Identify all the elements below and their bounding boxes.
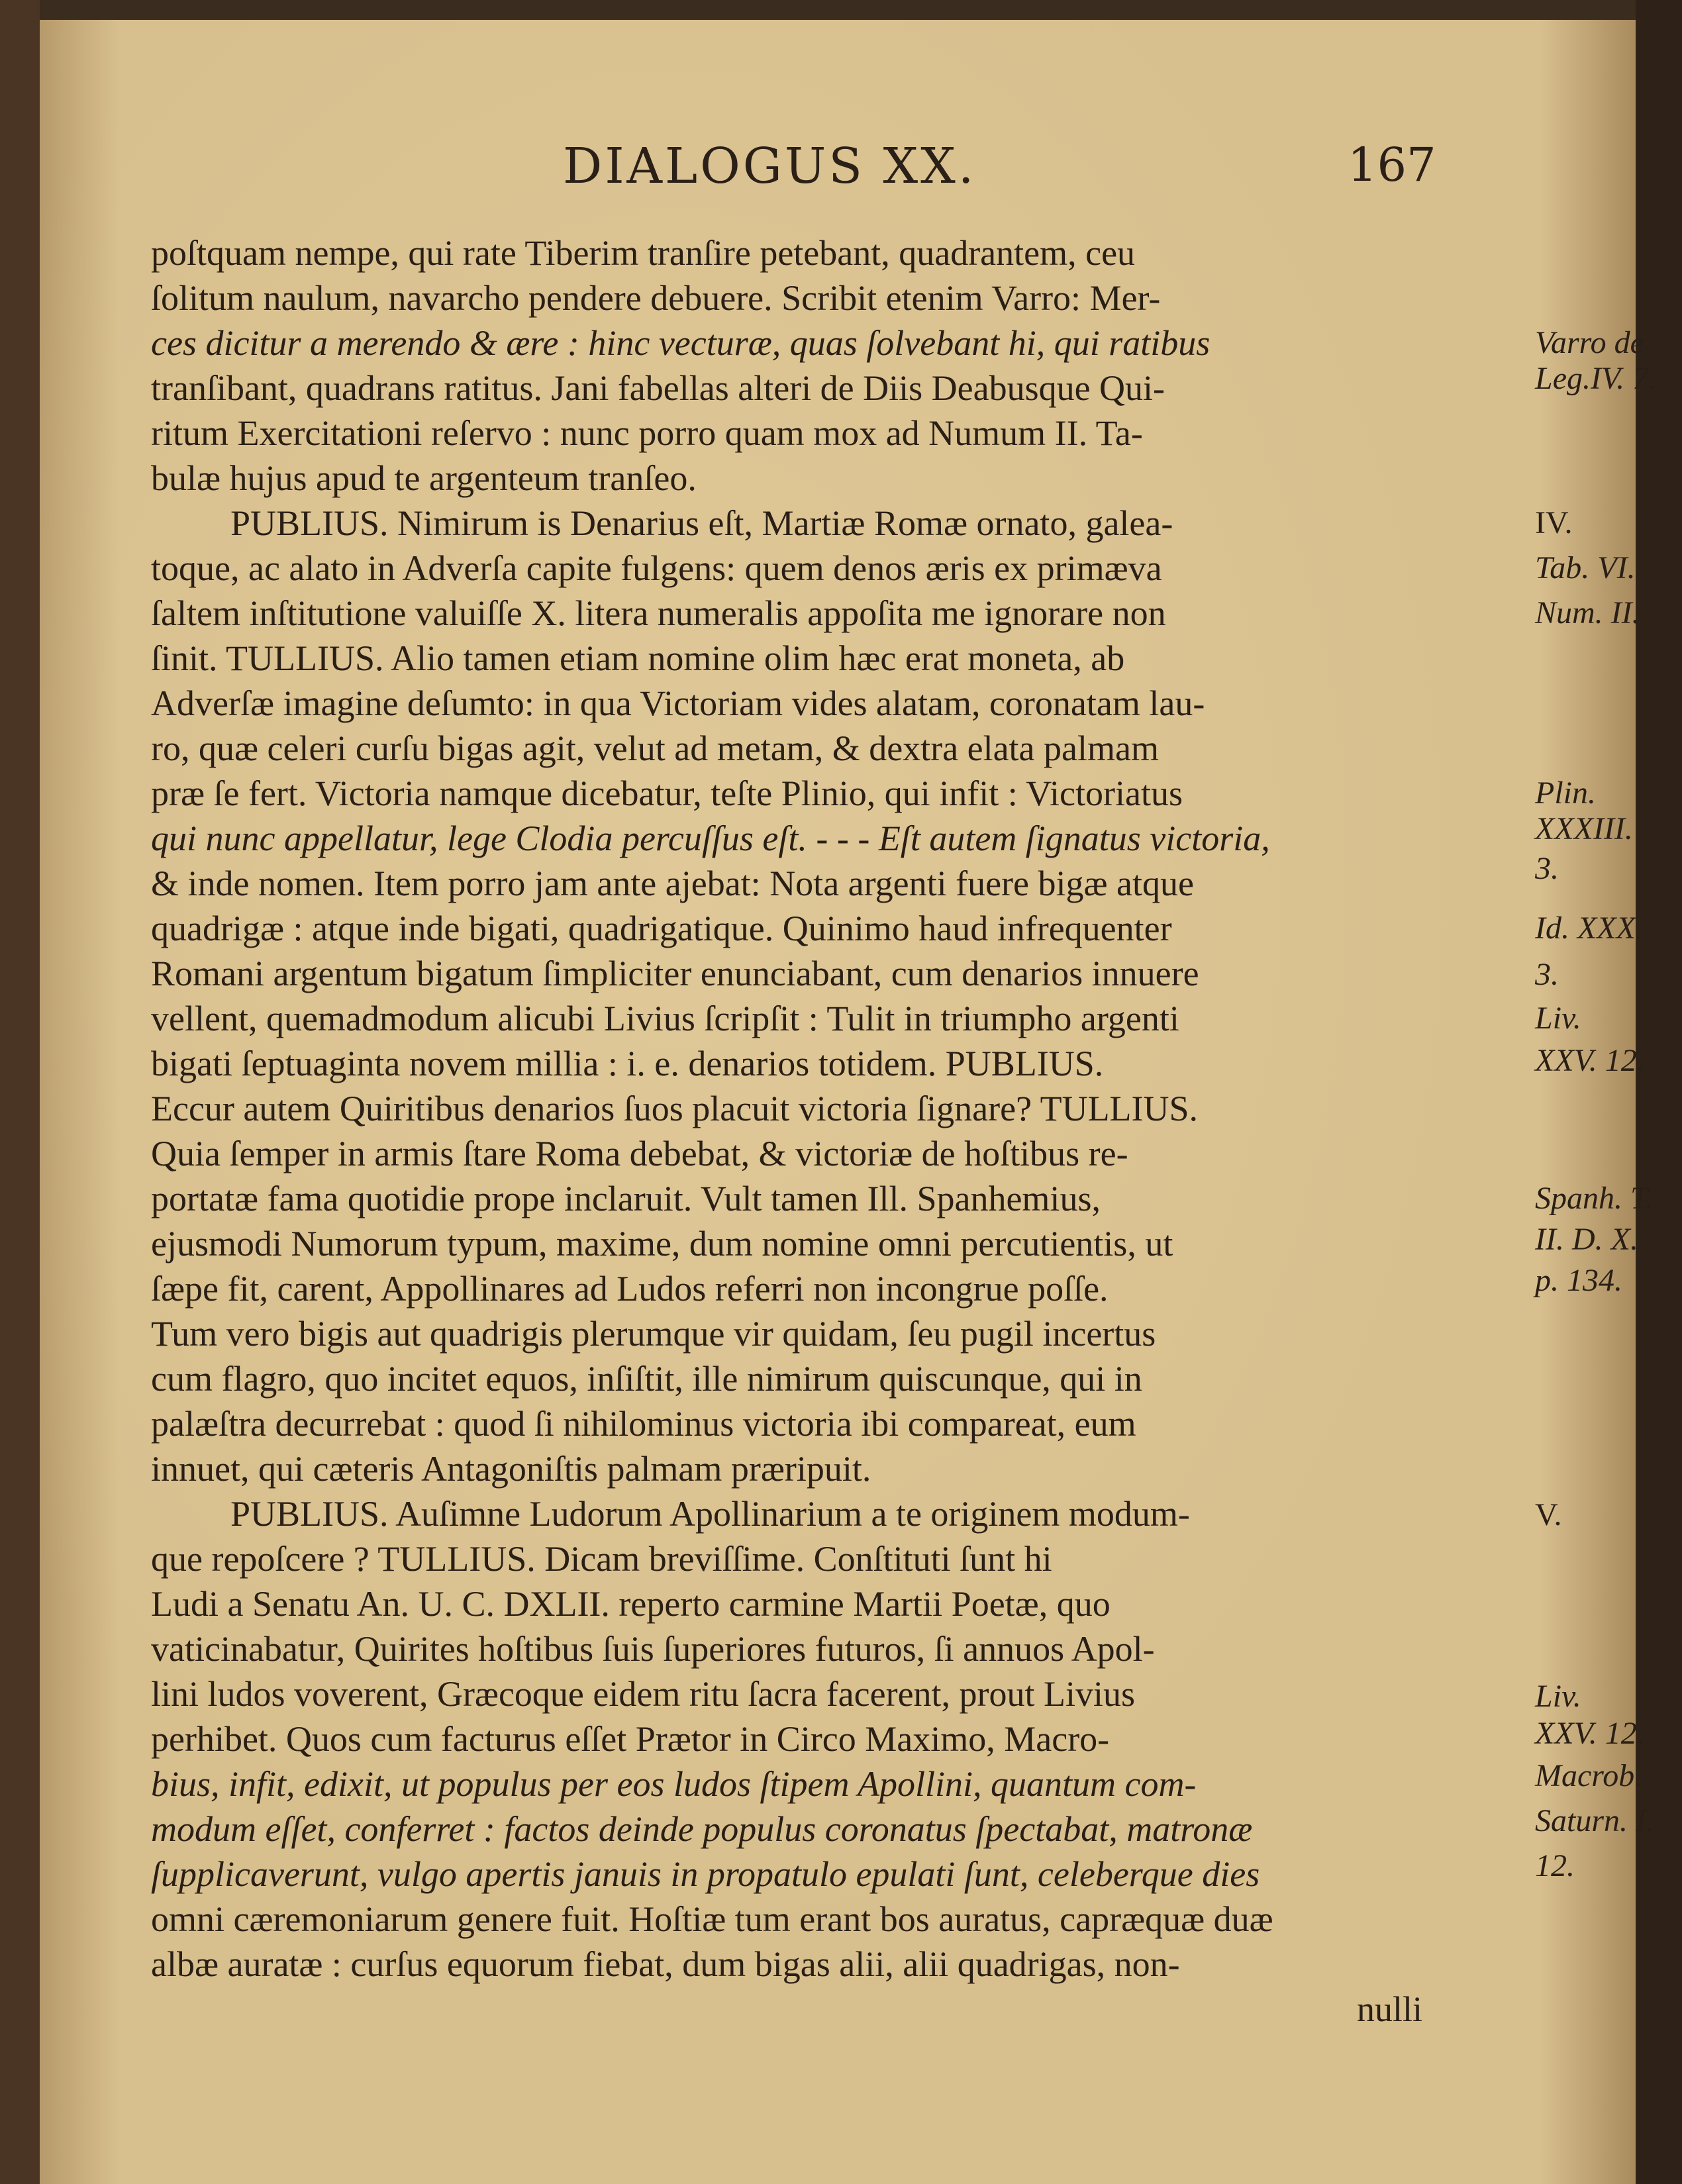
- margin-note: V.: [1535, 1497, 1562, 1532]
- text-line: poſtquam nempe, qui rate Tiberim tranſire petebant, quadrantem, ceu: [151, 233, 1136, 273]
- text-line: cum flagro, quo incitet equos, inſiſtit, ille nimirum quiscunque, qui in: [151, 1359, 1142, 1399]
- text-line: PUBLIUS. Nimirum is Denarius eſt, Martiæ Romæ ornato, galea-: [230, 503, 1173, 543]
- text-line: bigati ſeptuaginta novem millia : i. e. denarios totidem. PUBLIUS.: [151, 1044, 1104, 1083]
- text-line: Adverſæ imagine deſumto: in qua Victoriam vides alatam, coronatam lau-: [151, 683, 1205, 723]
- margin-note: 3.: [1535, 957, 1559, 992]
- catchword: nulli: [1356, 1989, 1422, 2029]
- text-line: omni cæremoniarum genere fuit. Hoſtiæ tum erant bos auratus, capræquæ duæ: [151, 1899, 1273, 1939]
- margin-note: p. 134.: [1535, 1263, 1622, 1298]
- margin-note: Leg.IV. 7.: [1535, 361, 1657, 396]
- text-line: ſaltem inſtitutione valuiſſe X. litera numeralis appoſita me ignorare non: [151, 593, 1166, 633]
- margin-note: Liv.: [1535, 1679, 1581, 1714]
- page-header: [40, 138, 1636, 197]
- margin-note: 3.: [1535, 851, 1559, 886]
- text-line: lini ludos voverent, Græcoque eidem ritu ſacra facerent, prout Livius: [151, 1674, 1136, 1714]
- margin-note: Varro de: [1535, 325, 1644, 360]
- margin-note: Saturn. I.: [1535, 1803, 1654, 1838]
- margin-note: Spanh. T.: [1535, 1181, 1654, 1216]
- text-line: qui nunc appellatur, lege Clodia percuſſus eſt. - - - Eſt autem ſignatus victoria,: [151, 819, 1270, 858]
- margin-note: XXXIII.: [1535, 811, 1633, 846]
- text-line: modum eſſet, conferret : factos deinde populus coronatus ſpectabat, matronæ: [151, 1809, 1253, 1849]
- text-line: ejusmodi Numorum typum, maxime, dum nomine omni percutientis, ut: [151, 1224, 1173, 1264]
- text-line: Romani argentum bigatum ſimpliciter enunciabant, cum denarios innuere: [151, 954, 1199, 993]
- margin-note: Liv.: [1535, 1001, 1581, 1036]
- text-line: vellent, quemadmodum alicubi Livius ſcripſit : Tulit in triumpho argenti: [151, 999, 1179, 1038]
- margin-note: IV.: [1535, 505, 1573, 540]
- text-line: tranſibant, quadrans ratitus. Jani fabellas alteri de Diis Deabusque Qui-: [151, 368, 1165, 408]
- text-line: palæſtra decurrebat : quod ſi nihilominus victoria ibi compareat, eum: [151, 1404, 1136, 1444]
- margin-note: Plin.: [1535, 775, 1596, 811]
- text-line: portatæ fama quotidie prope inclaruit. Vult tamen Ill. Spanhemius,: [151, 1179, 1101, 1218]
- text-line: perhibet. Quos cum facturus eſſet Prætor in Circo Maximo, Macro-: [151, 1719, 1110, 1759]
- text-line: bulæ hujus apud te argenteum tranſeo.: [151, 458, 697, 498]
- text-line: albæ auratæ : curſus equorum fiebat, dum bigas alii, alii quadrigas, non-: [151, 1944, 1180, 1984]
- text-line: Quia ſemper in armis ſtare Roma debebat, & victoriæ de hoſtibus re-: [151, 1134, 1128, 1173]
- text-line: PUBLIUS. Auſimne Ludorum Apollinarium a te originem modum-: [230, 1494, 1190, 1534]
- margin-note: Tab. VI.: [1535, 550, 1636, 585]
- margin-note: XXV. 12.: [1535, 1043, 1645, 1078]
- text-line: ſolitum naulum, navarcho pendere debuere. Scribit etenim Varro: Mer-: [151, 278, 1161, 318]
- text-line: innuet, qui cæteris Antagoniſtis palmam præripuit.: [151, 1449, 871, 1489]
- margin-note: Id. XXX.: [1535, 911, 1644, 946]
- text-line: ces dicitur a merendo & ære : hinc vecturæ, quas ſolvebant hi, qui ratibus: [151, 323, 1211, 363]
- text-line: toque, ac alato in Adverſa capite fulgens: quem denos æris ex primæva: [151, 548, 1162, 588]
- running-title: DIALOGUS XX.: [563, 138, 977, 195]
- text-line: ritum Exercitationi reſervo : nunc porro quam mox ad Numum II. Ta-: [151, 413, 1143, 453]
- margin-note: 12.: [1535, 1848, 1575, 1883]
- margin-note: II. D. X.: [1535, 1222, 1638, 1257]
- text-line: ſæpe fit, carent, Appollinares ad Ludos referri non incongrue poſſe.: [151, 1269, 1109, 1309]
- text-line: & inde nomen. Item porro jam ante ajebat: Nota argenti fuere bigæ atque: [151, 864, 1194, 903]
- text-line: Tum vero bigis aut quadrigis plerumque vir quidam, ſeu pugil incertus: [151, 1314, 1156, 1354]
- margin-note: Macrob.: [1535, 1758, 1643, 1793]
- text-line: ſinit. TULLIUS. Alio tamen etiam nomine olim hæc erat moneta, ab: [151, 638, 1125, 678]
- margin-note: XXV. 12.: [1535, 1716, 1645, 1751]
- text-line: quadrigæ : atque inde bigati, quadrigatique. Quinimo haud infrequenter: [151, 909, 1172, 948]
- text-line: vaticinabatur, Quirites hoſtibus ſuis ſuperiores futuros, ſi annuos Apol-: [151, 1629, 1155, 1669]
- text-line: ro, quæ celeri curſu bigas agit, velut ad metam, & dextra elata palmam: [151, 728, 1159, 768]
- page-number: 167: [1348, 138, 1436, 192]
- text-line: Eccur autem Quiritibus denarios ſuos placuit victoria ſignare? TULLIUS.: [151, 1089, 1199, 1128]
- text-line: que repoſcere ? TULLIUS. Dicam breviſſime. Conſtituti ſunt hi: [151, 1539, 1052, 1579]
- text-line: præ ſe fert. Victoria namque dicebatur, teſte Plinio, qui infit : Victoriatus: [151, 773, 1183, 813]
- text-line: Ludi a Senatu An. U. C. DXLII. reperto carmine Martii Poetæ, quo: [151, 1584, 1111, 1624]
- margin-note: Num. II.: [1535, 595, 1640, 630]
- text-line: ſupplicaverunt, vulgo apertis januis in propatulo epulati ſunt, celeberque dies: [151, 1854, 1260, 1894]
- book-spine: [0, 0, 40, 2184]
- text-line: bius, infit, edixit, ut populus per eos ludos ſtipem Apollini, quantum com-: [151, 1764, 1197, 1804]
- body-text: [151, 230, 1657, 2032]
- book-page: [40, 20, 1657, 2184]
